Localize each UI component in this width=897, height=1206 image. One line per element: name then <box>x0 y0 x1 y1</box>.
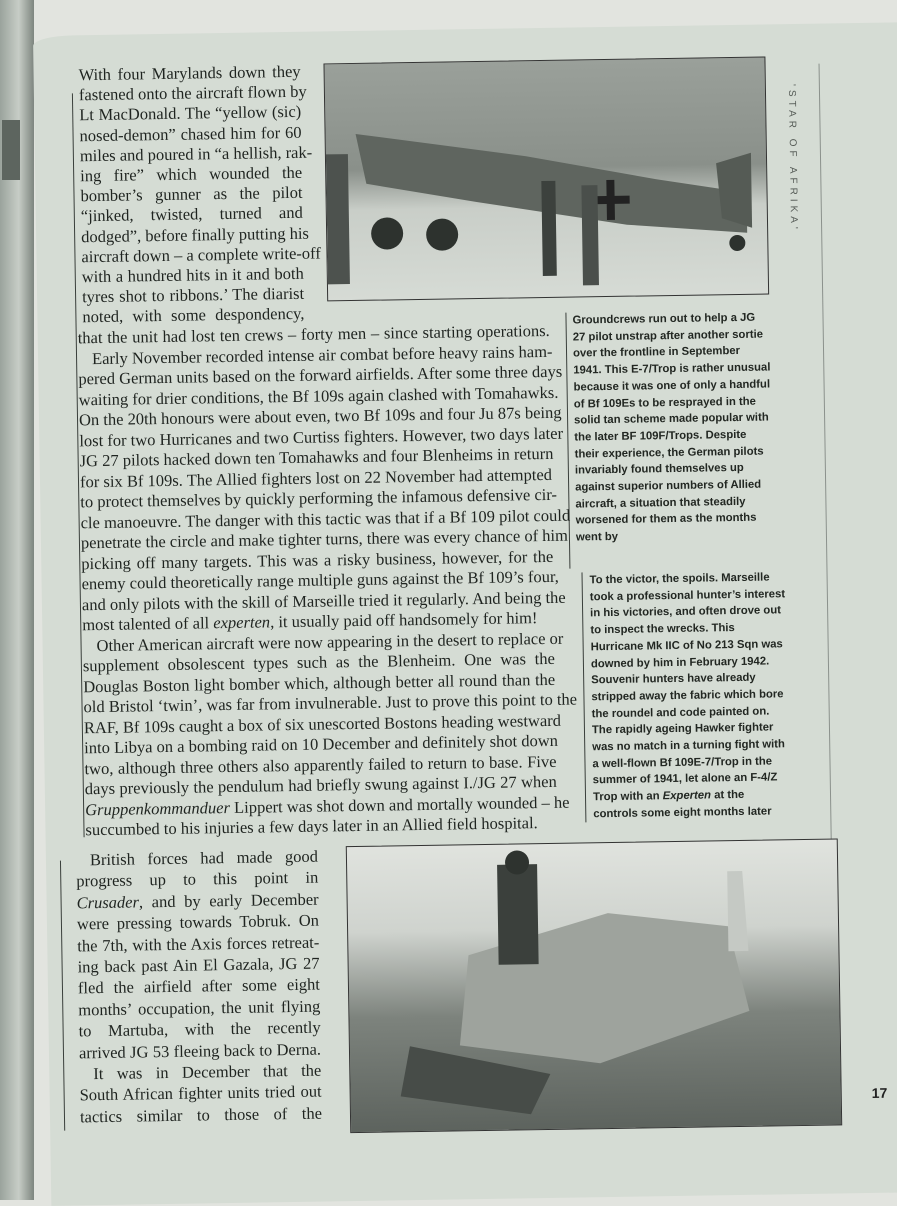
text-run: , it usually paid off handsomely for him! <box>269 608 538 632</box>
text-run: noted, with some despondency, <box>82 304 305 327</box>
text-run: Douglas Boston light bomber which, although better all round than the <box>83 669 556 696</box>
text-run: supplement obsolescent types such as the Blenheim. One was the <box>82 648 555 676</box>
text-run: “jinked, twisted, turned and <box>80 203 303 226</box>
text-run: to protect themselves by quickly performing the infamous defensive cir- <box>80 484 558 512</box>
text-run: the 7th, with the Axis forces retreat- <box>77 932 320 956</box>
body-text-line <box>78 1018 320 1042</box>
text-run: RAF, Bf 109s caught a box of six unescorted Bostons heading westward <box>83 710 562 737</box>
text-run: went by <box>575 530 619 544</box>
text-run: old Bristol ‘twin’, was far from invulnerable. Just to prove this point to the <box>83 689 578 717</box>
text-run: were pressing towards Tobruk. On <box>76 910 320 934</box>
text-run: to inspect the wrecks. This <box>590 622 735 637</box>
text-run: stripped away the fabric which bore <box>591 688 784 704</box>
photo-caption-line <box>593 770 778 790</box>
text-run: Groundcrews run out to help a JG <box>572 311 756 327</box>
body-text-line <box>93 1061 321 1085</box>
book-page <box>33 22 897 1206</box>
text-run: ing back past Ain El Gazala, JG 27 <box>77 953 320 977</box>
text-run: JG 27 pilots hacked down ten Tomahawks and four Blenheims in return <box>79 443 554 471</box>
text-run: the later BF 109F/Trops. Despite <box>574 428 747 444</box>
text-run: To the victor, the spoils. Marseille <box>589 571 770 587</box>
text-run: dodged”, before finally putting his <box>81 223 310 246</box>
previous-page-edge <box>0 0 34 1200</box>
caption-2-divider <box>581 572 586 822</box>
body-text-line <box>82 304 304 327</box>
text-run: arrived JG 53 fleeing back to Derna. <box>78 1039 322 1062</box>
text-run: South African fighter units tried out <box>79 1081 322 1105</box>
body-text-line <box>79 1039 321 1063</box>
text-run: summer of 1941, let alone an F-4/Z <box>592 771 778 787</box>
italic-text: Gruppenkommanduer <box>85 797 231 819</box>
text-run: Hurricane Mk IIC of No 213 Sqn was <box>590 638 783 654</box>
column-rule-left-lower <box>60 861 65 1131</box>
text-run: progress up to this point in <box>76 868 319 891</box>
text-run: penetrate the circle and make tighter turns, there was every chance of him <box>80 525 569 553</box>
body-text-line <box>79 1082 321 1106</box>
text-run: of Bf 109Es to be resprayed in the <box>573 395 756 411</box>
text-run: fastened onto the aircraft flown by <box>78 81 307 105</box>
text-run: pered German units based on the forward airfields. After some three days <box>78 361 563 389</box>
text-run: On the 20th honours were about even, two Bf 109s and four Ju 87s being <box>78 402 562 430</box>
text-run: and only pilots with the skill of Marseille tried it regularly. And being the <box>81 587 566 614</box>
italic-text: Experten <box>662 789 712 803</box>
text-run: picking off many targets. This was a risky business, however, for the <box>81 546 554 573</box>
body-text-line <box>80 1103 322 1127</box>
text-run: The rapidly ageing Hawker fighter <box>591 721 774 737</box>
text-run: took a professional hunter’s interest <box>589 587 786 604</box>
text-run: a well-flown Bf 109E-7/Trop in the <box>592 755 773 770</box>
text-run: Trop with an <box>592 790 663 804</box>
body-text-line <box>77 932 319 956</box>
text-run: most talented of all <box>82 613 214 635</box>
text-run: invariably found themselves up <box>574 462 744 477</box>
wreck-illustration <box>347 839 841 1132</box>
text-run: was no match in a turning fight with <box>592 738 785 754</box>
photo-hurricane-wreck <box>346 838 842 1133</box>
text-run: enemy could theoretically range multiple guns against the Bf 109’s four, <box>81 566 559 594</box>
text-run: cle manoeuvre. The danger with this tactic was that if a Bf 109 pilot could <box>80 505 571 532</box>
text-run: their experience, the German pilots <box>574 445 764 461</box>
text-run: lost for two Hurricanes and two Curtiss fighters. However, two days later <box>79 423 564 450</box>
text-run: 27 pilot unstrap after another sortie <box>572 328 764 344</box>
text-run: succumbed to his injuries a few days later in an Allied field hospital. <box>85 813 538 840</box>
text-run: nosed-demon” chased him for 60 <box>79 122 302 145</box>
text-run: months’ occupation, the unit flying <box>78 996 321 1020</box>
text-run: Other American aircraft were now appearing in the desert to replace or <box>96 628 564 655</box>
text-run: to Martuba, with the recently <box>78 1017 321 1041</box>
text-run: aircraft down – a complete write-off <box>81 243 321 267</box>
text-run: days previously the pendulum had briefly swung against I./JG 27 when <box>84 771 557 799</box>
text-run: 1941. This E-7/Trop is rather unusual <box>573 361 771 377</box>
text-run: Lt MacDonald. The “yellow (sic) <box>79 102 302 125</box>
italic-text: Crusader <box>76 892 140 913</box>
text-run: controls some eight months later <box>593 805 772 821</box>
text-run: at the <box>710 789 745 802</box>
text-run: Souvenir hunters have already <box>591 671 756 687</box>
body-text-line <box>76 889 318 913</box>
text-run: for six Bf 109s. The Allied fighters lost on 22 November had attempted <box>79 464 553 491</box>
body-text-line <box>78 996 320 1020</box>
text-run: with a hundred hits in it and both <box>81 263 304 287</box>
text-run: that the unit had lost ten crews – forty men – since starting operations. <box>77 320 550 348</box>
text-run: miles and poured in “a hellish, rak- <box>79 142 313 166</box>
running-head: 'STAR OF AFRIKA' <box>785 84 800 233</box>
text-run: two, although three others also apparently failed to return to base. Five <box>84 751 557 778</box>
photo-caption-line <box>576 529 618 546</box>
previous-page-photo-fragment <box>2 120 20 180</box>
photo-caption-line <box>590 603 781 623</box>
text-run: Early November recorded intense air combat before heavy rains ham- <box>91 341 553 368</box>
text-run: tactics similar to those of the <box>79 1103 323 1127</box>
text-run: because it was one of only a handful <box>573 378 771 394</box>
text-run: tyres shot to ribbons.’ The diarist <box>81 283 305 307</box>
text-run: With four Marylands down they <box>78 61 301 85</box>
text-run: worsened for them as the months <box>575 512 757 527</box>
text-run: the roundel and code painted on. <box>591 705 770 720</box>
text-run: downed by him in February 1942. <box>590 655 770 670</box>
text-run: waiting for drier conditions, the Bf 109s again clashed with Tomahawks. <box>78 382 559 409</box>
body-text-line <box>77 954 319 978</box>
text-run: Lippert was shot down and mortally wounded – he <box>229 792 570 817</box>
text-run: , and by early December <box>138 889 319 912</box>
text-run: solid tan scheme made popular with <box>574 411 769 427</box>
italic-text: experten <box>213 612 271 633</box>
body-text-line <box>77 911 319 935</box>
text-run: ing fire” which wounded the <box>80 162 303 186</box>
body-text-line <box>90 847 318 871</box>
body-text-line <box>76 868 318 892</box>
photo-caption-line <box>576 510 757 530</box>
page-number: 17 <box>871 1084 888 1101</box>
aircraft-illustration <box>324 58 768 301</box>
text-run: over the frontline in September <box>572 345 741 360</box>
text-run: aircraft, a situation that steadily <box>575 495 746 511</box>
text-run: British forces had made good <box>89 846 319 870</box>
text-run: in his victories, and often drove out <box>590 604 782 620</box>
body-text-line <box>78 975 320 999</box>
photo-caption-line <box>593 803 772 823</box>
text-run: into Libya on a bombing raid on 10 December and definitely shot down <box>84 730 559 758</box>
photo-bf109-groundcrew <box>323 56 769 301</box>
text-run: fled the airfield after some eight <box>77 975 321 998</box>
text-run: bomber’s gunner as the pilot <box>80 182 303 206</box>
text-run: It was in December that the <box>93 1060 322 1084</box>
text-run: against superior numbers of Allied <box>575 478 762 494</box>
